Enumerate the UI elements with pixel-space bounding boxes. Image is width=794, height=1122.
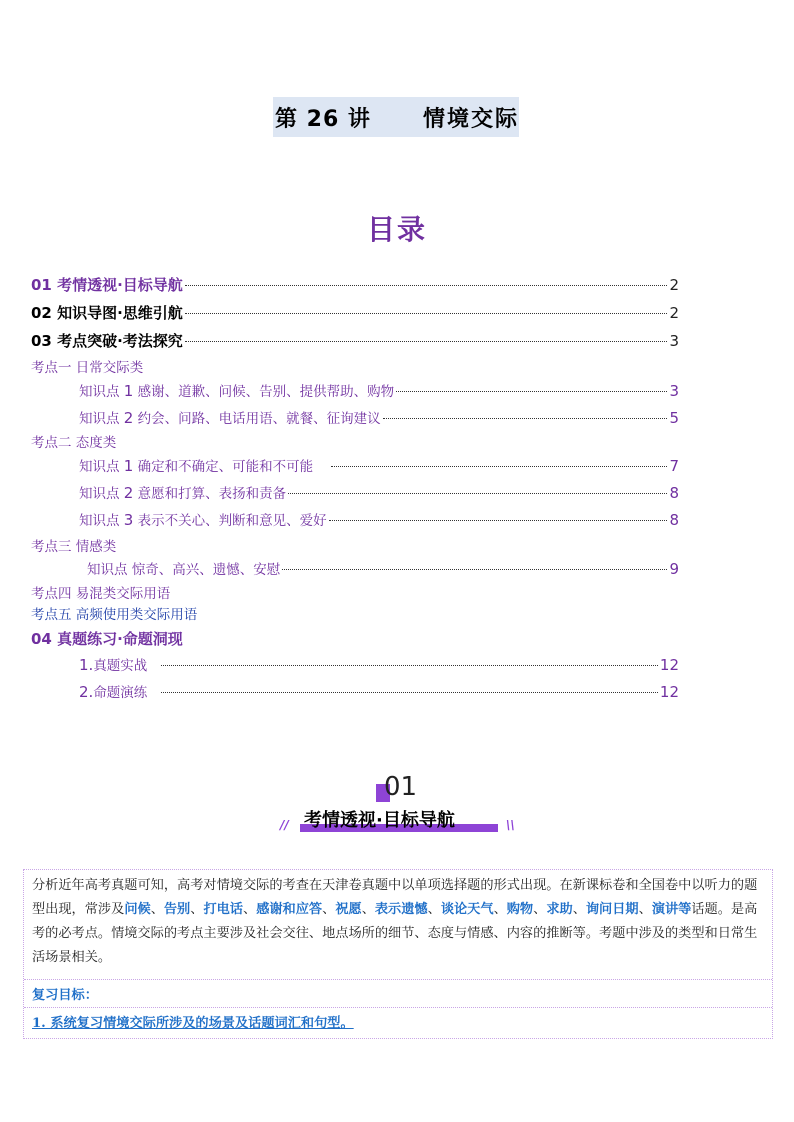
toc-point[interactable] (79, 380, 679, 402)
dot-leader (329, 520, 668, 521)
toc-entry-label: 03 考点突破·考法探究 (31, 332, 183, 350)
box-divider (24, 979, 772, 980)
dot-leader (185, 341, 668, 342)
box-divider (24, 1007, 772, 1008)
toc-point-page: 3 (669, 382, 679, 400)
toc-point-page: 8 (669, 484, 679, 502)
section-title-banner (280, 806, 518, 836)
toc-point-label: 知识点 惊奇、高兴、遗憾、安慰 (87, 562, 281, 578)
page-title (273, 97, 519, 137)
dot-leader (185, 313, 668, 314)
toc-point-page: 5 (669, 409, 679, 427)
toc-entry-page: 2 (669, 304, 679, 322)
toc-practice-item[interactable] (79, 681, 679, 703)
toc-entry-label: 01 考情透视·目标导航 (31, 276, 183, 294)
toc-point-label: 知识点 1 感谢、道歉、问候、告别、提供帮助、购物 (79, 382, 395, 400)
toc-entry-01[interactable] (31, 274, 679, 296)
toc-kaodian-1[interactable]: 考点一 日常交际类 (31, 360, 144, 376)
section-number-badge (376, 772, 436, 804)
toc-heading: 目录 (366, 213, 427, 246)
toc-point-label: 知识点 2 约会、问路、电话用语、就餐、征询建议 (79, 409, 381, 427)
toc-point-label: 知识点 1 确定和不确定、可能和不可能 (79, 457, 314, 475)
goal-item: 1. 系统复习情境交际所涉及的场景及话题词汇和句型。 (32, 1016, 354, 1031)
toc-kaodian-5[interactable]: 考点五 高频使用类交际用语 (31, 607, 198, 623)
toc-entry-04[interactable]: 04 真题练习·命题洞现 (31, 630, 183, 648)
dot-leader (161, 665, 658, 666)
toc-practice-page: 12 (659, 656, 679, 674)
toc-point[interactable] (79, 455, 679, 477)
toc-point-page: 8 (669, 511, 679, 529)
dot-leader (288, 493, 667, 494)
dot-leader (185, 285, 668, 286)
section-number: 01 (384, 772, 418, 802)
analysis-box (23, 869, 773, 1039)
slash-decoration-left: // (280, 818, 289, 832)
slash-decoration-right: \\ (506, 818, 515, 832)
toc-point[interactable] (79, 482, 679, 504)
toc-point[interactable] (79, 407, 679, 429)
toc-point-page: 9 (669, 560, 679, 578)
goals-label: 复习目标： (32, 988, 98, 1003)
toc-practice-label: 1.真题实战 (79, 656, 148, 674)
toc-entry-label: 02 知识导图·思维引航 (31, 304, 183, 322)
dot-leader (383, 418, 668, 419)
analysis-paragraph: 分析近年高考真题可知，高考对情境交际的考查在天津卷真题中以单项选择题的形式出现。在新课标卷和全国卷中以听力的题型出现，常涉及问候、告别、打电话、感谢和应答、祝愿、表示遗憾、谈论天气、购物、求助、询问日期、演讲等话题。是高考的必考点。情境交际的考点主要涉及社会交往、地点场所的细节、态度与情感、内容的推断等。考题中涉及的类型和日常生活场景相关。 (32, 878, 758, 965)
dot-leader (396, 391, 667, 392)
lecture-number: 第 26 讲 (275, 106, 371, 132)
toc-point-page: 7 (669, 457, 679, 475)
toc-practice-item[interactable] (79, 654, 679, 676)
lecture-topic: 情境交际 (423, 106, 520, 132)
section-title: 考情透视·目标导航 (304, 810, 455, 831)
toc-entry-02[interactable] (31, 302, 679, 324)
toc-kaodian-3[interactable]: 考点三 情感类 (31, 539, 117, 555)
dot-leader (331, 466, 667, 467)
toc-point-label: 知识点 2 意愿和打算、表扬和责备 (79, 484, 287, 502)
dot-leader (282, 569, 667, 570)
dot-leader (161, 692, 658, 693)
toc-practice-label: 2.命题演练 (79, 683, 148, 701)
toc-practice-page: 12 (659, 683, 679, 701)
toc-kaodian-2[interactable]: 考点二 态度类 (31, 435, 117, 451)
toc-point[interactable] (79, 509, 679, 531)
toc-entry-page: 2 (669, 276, 679, 294)
toc-point[interactable] (87, 558, 679, 580)
toc-point-label: 知识点 3 表示不关心、判断和意见、爱好 (79, 511, 327, 529)
toc-kaodian-4[interactable]: 考点四 易混类交际用语 (31, 586, 171, 602)
toc-entry-page: 3 (669, 332, 679, 350)
toc-entry-03[interactable] (31, 330, 679, 352)
